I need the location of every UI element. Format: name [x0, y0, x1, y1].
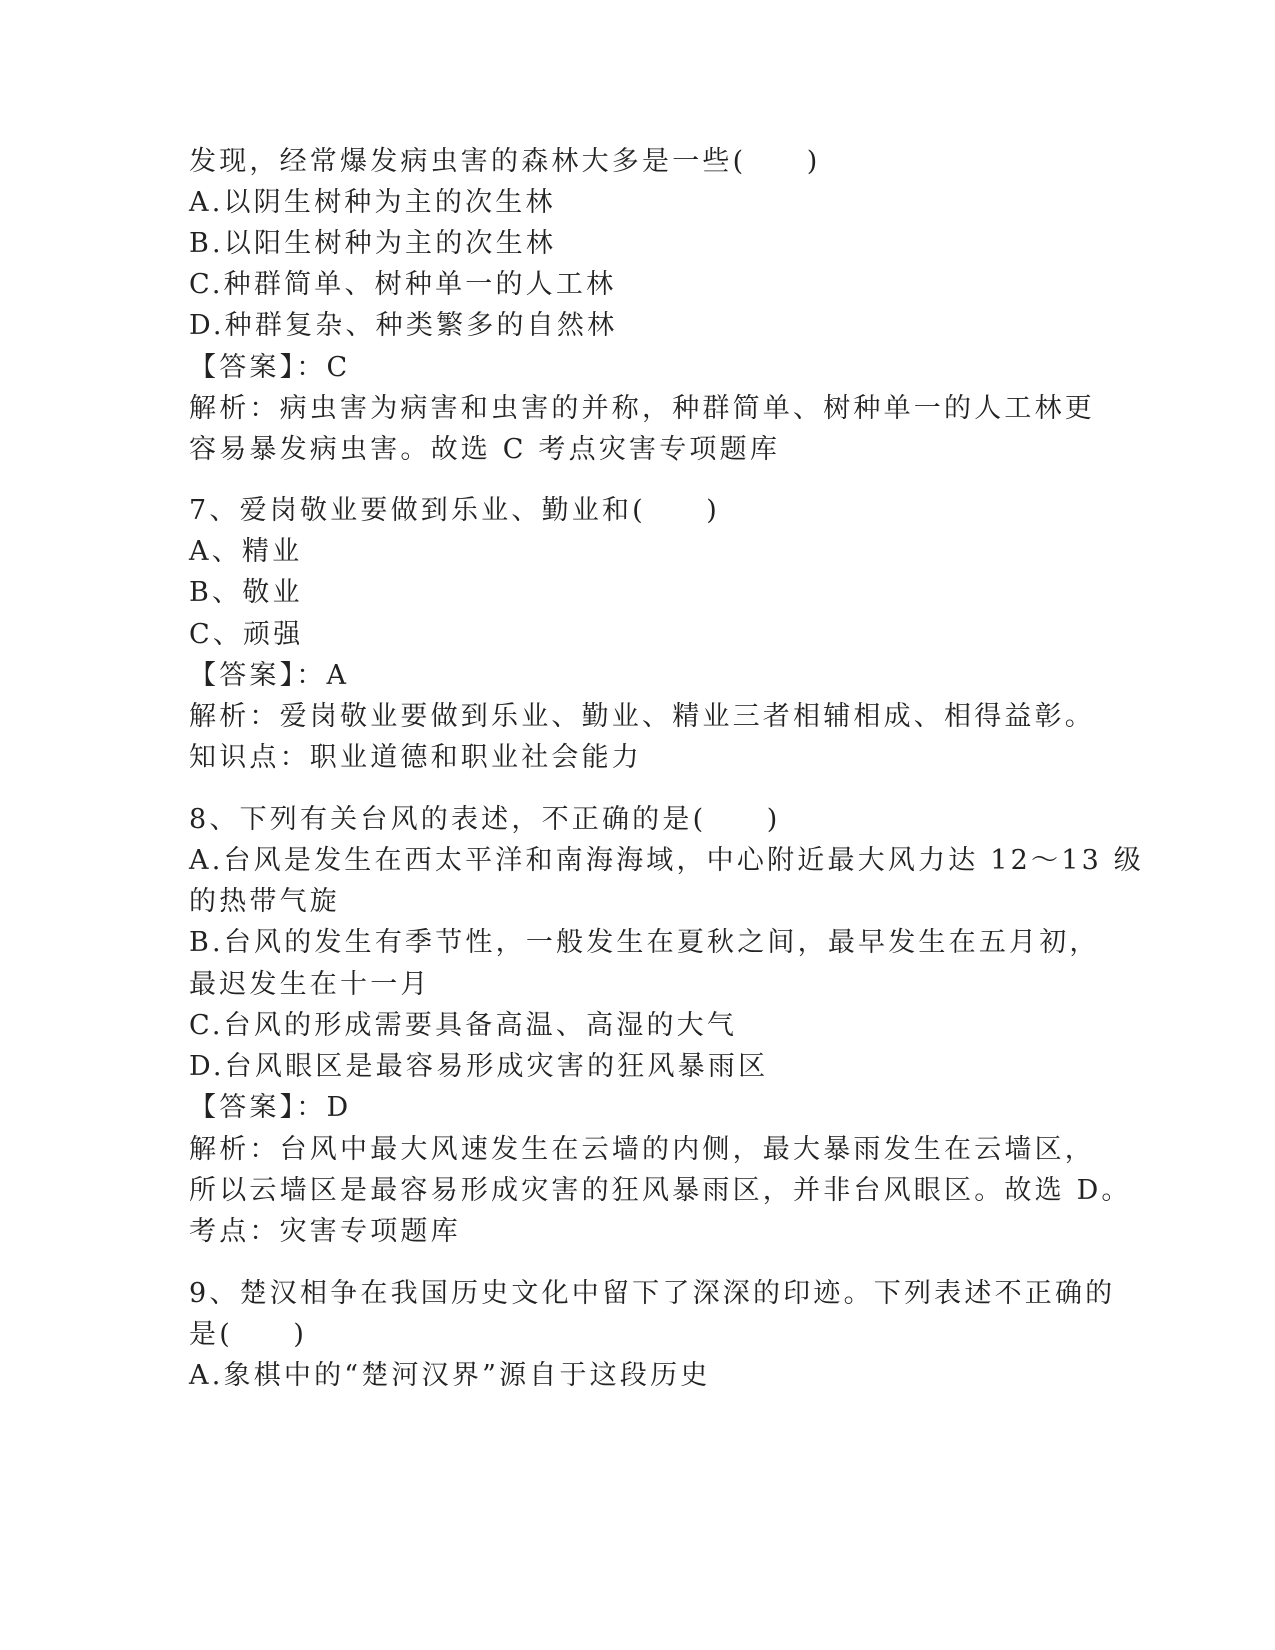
- q7-answer: 【答案】：A: [189, 660, 350, 691]
- q7-option-b: B、敬业: [189, 577, 303, 608]
- q8-analysis-line-3: 考点：灾害专项题库: [189, 1216, 461, 1247]
- q7-analysis-line-2: 知识点：职业道德和职业社会能力: [189, 742, 642, 773]
- q8-analysis-line-1: 解析：台风中最大风速发生在云墙的内侧，最大暴雨发生在云墙区，: [189, 1134, 1095, 1165]
- q8-option-b: B.台风的发生有季节性，一般发生在夏秋之间，最早发生在五月初，: [189, 927, 1100, 958]
- q7-option-c: C、顽强: [189, 619, 304, 650]
- q9-stem-line-2: 是( ): [189, 1319, 308, 1350]
- q8-option-a-cont: 的热带气旋: [189, 886, 340, 917]
- q6-option-d: D.种群复杂、种类繁多的自然林: [189, 310, 618, 341]
- q9-option-a: A.象棋中的“楚河汉界”源自于这段历史: [189, 1360, 711, 1391]
- q6-answer: 【答案】：C: [189, 352, 351, 383]
- q7-option-a: A、精业: [189, 536, 303, 567]
- q8-option-d: D.台风眼区是最容易形成灾害的狂风暴雨区: [189, 1051, 769, 1082]
- q8-option-b-cont: 最迟发生在十一月: [189, 969, 431, 1000]
- q8-analysis-line-2: 所以云墙区是最容易形成灾害的狂风暴雨区，并非台风眼区。故选 D。: [189, 1175, 1132, 1206]
- q9-stem-line-1: 9、楚汉相争在我国历史文化中留下了深深的印迹。下列表述不正确的: [189, 1278, 1116, 1309]
- q6-stem: 发现，经常爆发病虫害的森林大多是一些( ): [189, 146, 821, 177]
- q8-answer: 【答案】：D: [189, 1092, 352, 1123]
- q8-option-a: A.台风是发生在西太平洋和南海海域，中心附近最大风力达 12～13 级: [189, 845, 1144, 876]
- q6-option-b: B.以阳生树种为主的次生林: [189, 228, 557, 259]
- q8-option-c: C.台风的形成需要具备高温、高湿的大气: [189, 1010, 738, 1041]
- q7-stem: 7、爱岗敬业要做到乐业、勤业和( ): [189, 495, 721, 526]
- q6-option-a: A.以阴生树种为主的次生林: [189, 187, 556, 218]
- q6-analysis-line-2: 容易暴发病虫害。故选 C 考点灾害专项题库: [189, 434, 781, 465]
- q6-option-c: C.种群简单、树种单一的人工林: [189, 269, 617, 300]
- q7-analysis-line-1: 解析：爱岗敬业要做到乐业、勤业、精业三者相辅相成、相得益彰。: [189, 701, 1095, 732]
- q6-analysis-line-1: 解析：病虫害为病害和虫害的并称，种群简单、树种单一的人工林更: [189, 393, 1095, 424]
- q8-stem: 8、下列有关台风的表述，不正确的是( ): [189, 804, 781, 835]
